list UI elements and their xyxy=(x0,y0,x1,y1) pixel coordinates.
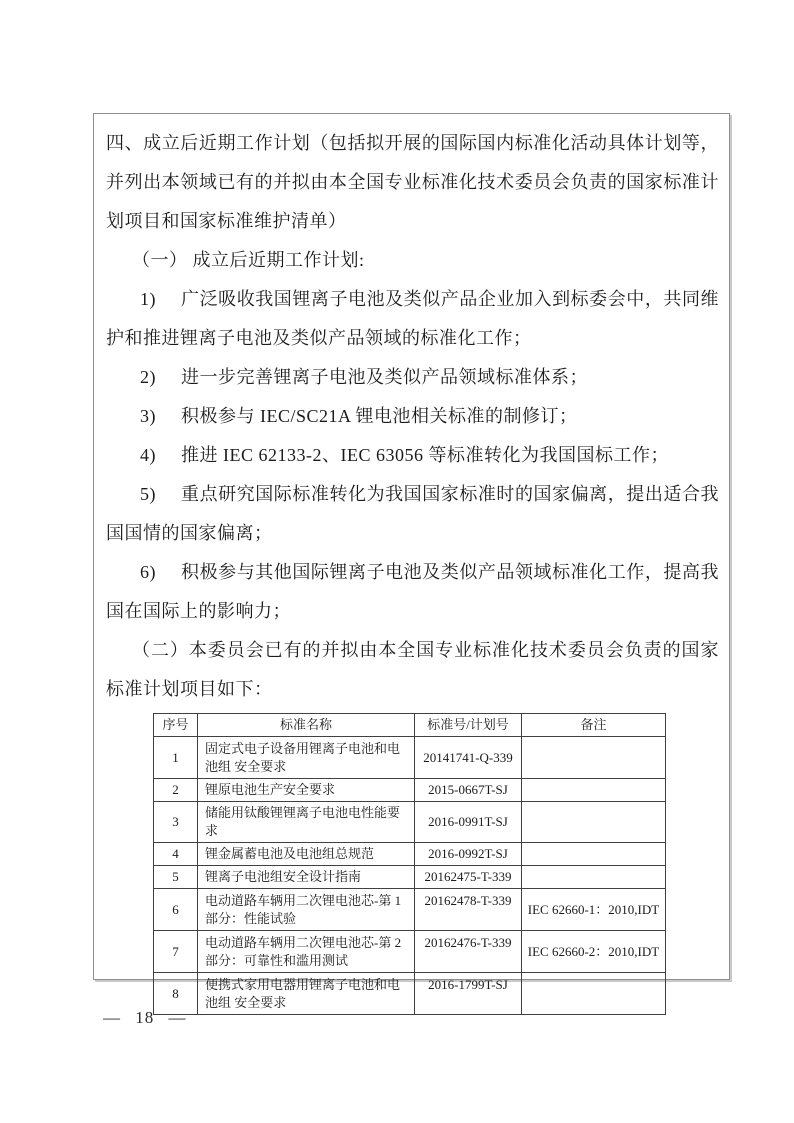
cell-standard-name: 便携式家用电器用锂离子电池和电池组 安全要求 xyxy=(198,973,415,1015)
cell-index: 5 xyxy=(154,866,198,889)
standards-table xyxy=(153,713,666,1015)
cell-standard-name: 锂金属蓄电池及电池组总规范 xyxy=(198,843,415,866)
plan-item-number: 1) xyxy=(140,289,156,309)
cell-standard-name: 锂原电池生产安全要求 xyxy=(198,779,415,802)
cell-index: 8 xyxy=(154,973,198,1015)
cell-index: 2 xyxy=(154,779,198,802)
cell-remark: IEC 62660-2：2010,IDT xyxy=(522,931,666,973)
table-row xyxy=(154,843,666,866)
plan-item-text: 广泛吸收我国锂离子电池及类似产品企业加入到标委会中，共同维护和推进锂离子电池及类似产品领域的标准化工作； xyxy=(106,289,719,348)
cell-standard-code: 2015-0667T-SJ xyxy=(415,779,522,802)
plan-item-number: 5) xyxy=(140,484,156,504)
table-row xyxy=(154,779,666,802)
plan-item-1 xyxy=(106,280,719,358)
cell-standard-name: 电动道路车辆用二次锂电池芯-第 1 部分：性能试验 xyxy=(198,889,415,931)
col-header-index: 序号 xyxy=(154,714,198,737)
plan-item-5 xyxy=(106,475,719,553)
cell-standard-code: 2016-0991T-SJ xyxy=(415,802,522,843)
plan-item-text: 进一步完善锂离子电池及类似产品领域标准体系； xyxy=(181,367,588,387)
cell-standard-code: 20162478-T-339 xyxy=(415,889,522,931)
section-heading: 四、成立后近期工作计划（包括拟开展的国际国内标准化活动具体计划等，并列出本领域已有的并拟由本全国专业标准化技术委员会负责的国家标准计划项目和国家标准维护清单） xyxy=(106,133,719,231)
cell-remark xyxy=(522,843,666,866)
plan-item-number: 4) xyxy=(140,445,156,465)
cell-standard-code: 2016-0992T-SJ xyxy=(415,843,522,866)
table-row xyxy=(154,973,666,1015)
cell-standard-code: 20141741-Q-339 xyxy=(415,737,522,779)
cell-standard-name: 电动道路车辆用二次锂电池芯-第 2 部分：可靠性和滥用测试 xyxy=(198,931,415,973)
cell-remark xyxy=(522,737,666,779)
cell-remark xyxy=(522,866,666,889)
subsection-1-title: （一） 成立后近期工作计划: xyxy=(132,250,365,270)
cell-standard-name: 固定式电子设备用锂离子电池和电池组 安全要求 xyxy=(198,737,415,779)
cell-standard-name: 储能用钛酸锂锂离子电池电性能要求 xyxy=(198,802,415,843)
cell-index: 1 xyxy=(154,737,198,779)
cell-index: 3 xyxy=(154,802,198,843)
cell-remark xyxy=(522,973,666,1015)
cell-index: 4 xyxy=(154,843,198,866)
table-row xyxy=(154,866,666,889)
document-frame xyxy=(93,113,730,1010)
plan-item-text: 积极参与其他国际锂离子电池及类似产品领域标准化工作，提高我国在国际上的影响力； xyxy=(106,562,719,621)
table-row xyxy=(154,802,666,843)
plan-item-text: 推进 IEC 62133-2、IEC 63056 等标准转化为我国国标工作； xyxy=(181,445,669,465)
plan-item-number: 6) xyxy=(140,562,156,582)
plan-item-2 xyxy=(106,358,719,397)
cell-standard-name: 锂离子电池组安全设计指南 xyxy=(198,866,415,889)
cell-index: 6 xyxy=(154,889,198,931)
col-header-standard-name: 标准名称 xyxy=(198,714,415,737)
plan-item-number: 2) xyxy=(140,367,156,387)
cell-standard-code: 2016-1799T-SJ xyxy=(415,973,522,1015)
col-header-standard-code: 标准号/计划号 xyxy=(415,714,522,737)
plan-item-number: 3) xyxy=(140,406,156,426)
plan-item-text: 重点研究国际标准转化为我国国家标准时的国家偏离，提出适合我国国情的国家偏离； xyxy=(106,484,719,543)
cell-remark: IEC 62660-1：2010,IDT xyxy=(522,889,666,931)
cell-index: 7 xyxy=(154,931,198,973)
table-row xyxy=(154,889,666,931)
subsection-2-intro: （二）本委员会已有的并拟由本全国专业标准化技术委员会负责的国家标准计划项目如下： xyxy=(106,640,719,699)
plan-item-6 xyxy=(106,553,719,631)
table-row xyxy=(154,737,666,779)
cell-standard-code: 20162476-T-339 xyxy=(415,931,522,973)
table-header-row xyxy=(154,714,666,737)
plan-item-3 xyxy=(106,397,719,436)
plan-item-text: 积极参与 IEC/SC21A 锂电池相关标准的制修订； xyxy=(181,406,578,426)
col-header-remark: 备注 xyxy=(522,714,666,737)
plan-item-4 xyxy=(106,436,719,475)
page-number: — 18 — xyxy=(103,1008,187,1027)
cell-remark xyxy=(522,779,666,802)
table-row xyxy=(154,931,666,973)
cell-remark xyxy=(522,802,666,843)
cell-standard-code: 20162475-T-339 xyxy=(415,866,522,889)
